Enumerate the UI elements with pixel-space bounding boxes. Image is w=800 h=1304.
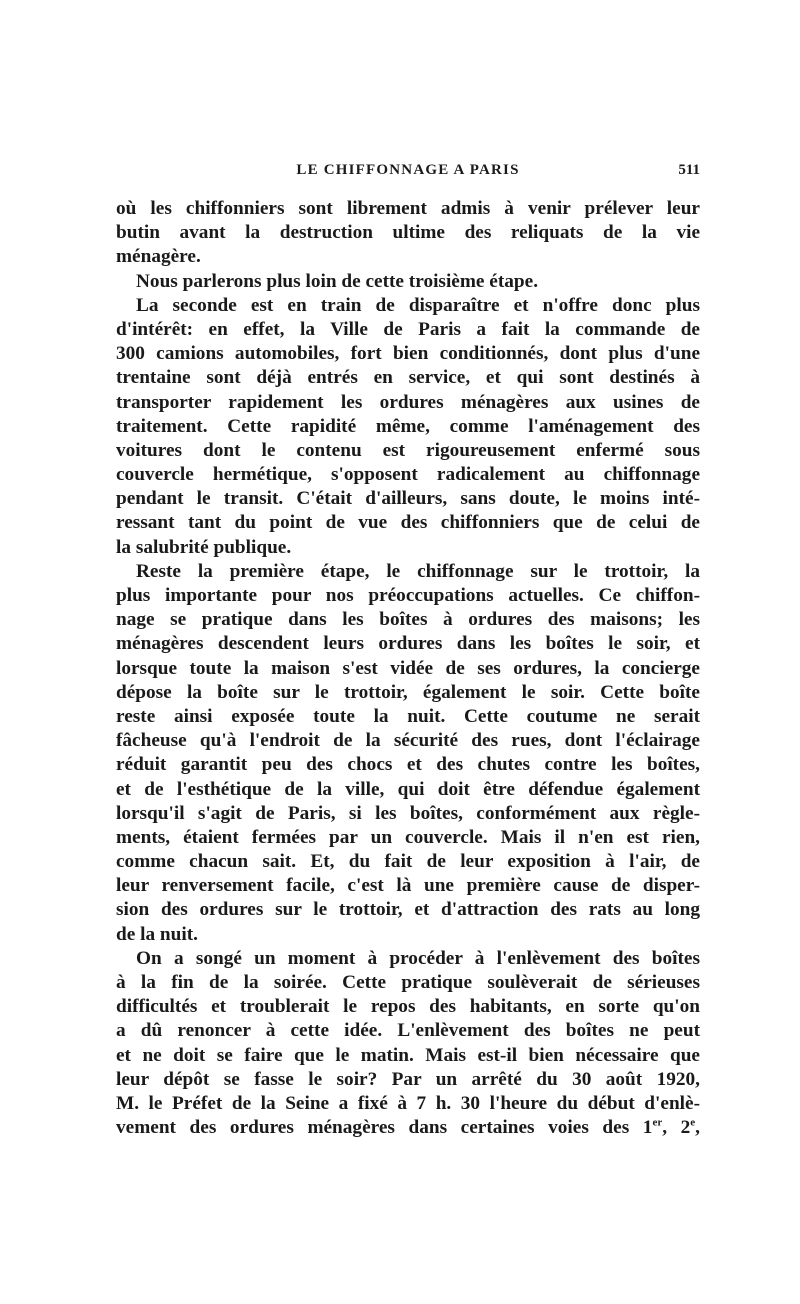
text-line: fâcheuse qu'à l'endroit de la sécurité des rues, dont l'éclairage [116, 730, 700, 752]
text-line: de la nuit. [116, 923, 198, 945]
text-line: d'intérêt: en effet, la Ville de Paris a fait la commande de [116, 318, 700, 340]
text-line: trentaine sont déjà entrés en service, et qui sont destinés à [116, 367, 700, 389]
ordinal-superscript: e [690, 1116, 696, 1129]
running-head [116, 162, 700, 182]
text-line: difficultés et troublerait le repos des habitants, en sorte qu'on [116, 996, 700, 1018]
text-line: traitement. Cette rapidité même, comme l'aménagement des [116, 415, 700, 437]
text-line: couvercle hermétique, s'opposent radicalement au chiffonnage [116, 464, 700, 486]
text-line: et de l'esthétique de la ville, qui doit être défendue également [116, 778, 700, 800]
text-line: a dû renoncer à cette idée. L'enlèvement des boîtes ne peut [116, 1020, 700, 1042]
text-line: Nous parlerons plus loin de cette troisième étape. [136, 270, 539, 292]
text-line: la salubrité publique. [116, 536, 292, 558]
text-line: La seconde est en train de disparaître et n'offre donc plus [136, 294, 700, 316]
text-line: leur renversement facile, c'est là une première cause de disper- [116, 875, 700, 897]
text-line: leur dépôt se fasse le soir? Par un arrêté du 30 août 1920, [116, 1068, 700, 1090]
text-line: lorsqu'il s'agit de Paris, si les boîtes, conformément aux règle- [116, 802, 700, 824]
body-text [116, 197, 700, 1140]
text-line: dépose la boîte sur le trottoir, également le soir. Cette boîte [116, 681, 700, 703]
text-fragment: , 2 [662, 1117, 691, 1139]
text-line: pendant le transit. C'était d'ailleurs, sans doute, le moins inté- [116, 488, 700, 510]
text-line: plus importante pour nos préoccupations actuelles. Ce chiffon- [116, 585, 700, 606]
text-line: et ne doit se faire que le matin. Mais est-il bien nécessaire que [116, 1044, 700, 1066]
text-line: ménagères descendent leurs ordures dans les boîtes le soir, et [116, 633, 700, 655]
text-line-with-superscripts [116, 1116, 700, 1140]
text-line: Reste la première étape, le chiffonnage sur le trottoir, la [136, 560, 700, 582]
text-line: 300 camions automobiles, fort bien conditionnés, dont plus d'une [116, 343, 700, 365]
text-line: reste ainsi exposée toute la nuit. Cette coutume ne serait [116, 705, 700, 727]
text-line: transporter rapidement les ordures ménagères aux usines de [116, 391, 700, 413]
text-line: M. le Préfet de la Seine a fixé à 7 h. 30 l'heure du début d'enlè- [116, 1092, 700, 1114]
text-line: ments, étaient fermées par un couvercle. Mais il n'en est rien, [116, 826, 700, 848]
text-line: nage se pratique dans les boîtes à ordures des maisons; les [116, 609, 700, 631]
ordinal-superscript: er [652, 1116, 663, 1129]
text-line: butin avant la destruction ultime des reliquats de la vie [116, 222, 700, 244]
text-line: à la fin de la soirée. Cette pratique soulèverait de sérieuses [116, 972, 700, 993]
text-line: ménagère. [116, 246, 201, 268]
text-line: comme chacun sait. Et, du fait de leur exposition à l'air, de [116, 851, 700, 873]
text-line: lorsque toute la maison s'est vidée de ses ordures, la concierge [116, 657, 700, 679]
text-line: ressant tant du point de vue des chiffonniers que de celui de [116, 512, 700, 534]
running-title: LE CHIFFONNAGE A PARIS [296, 162, 520, 178]
text-line: voitures dont le contenu est rigoureusement enfermé sous [116, 439, 700, 461]
page-number: 511 [678, 162, 700, 178]
text-line: réduit garantit peu des chocs et des chutes contre les boîtes, [116, 754, 700, 776]
text-fragment: vement des ordures ménagères dans certaines voies des 1 [116, 1117, 653, 1139]
text-line: On a songé un moment à procéder à l'enlèvement des boîtes [136, 947, 700, 969]
text-fragment: , [695, 1117, 700, 1139]
text-line: où les chiffonniers sont librement admis à venir prélever leur [116, 198, 700, 219]
text-line: sion des ordures sur le trottoir, et d'attraction des rats au long [116, 899, 700, 921]
